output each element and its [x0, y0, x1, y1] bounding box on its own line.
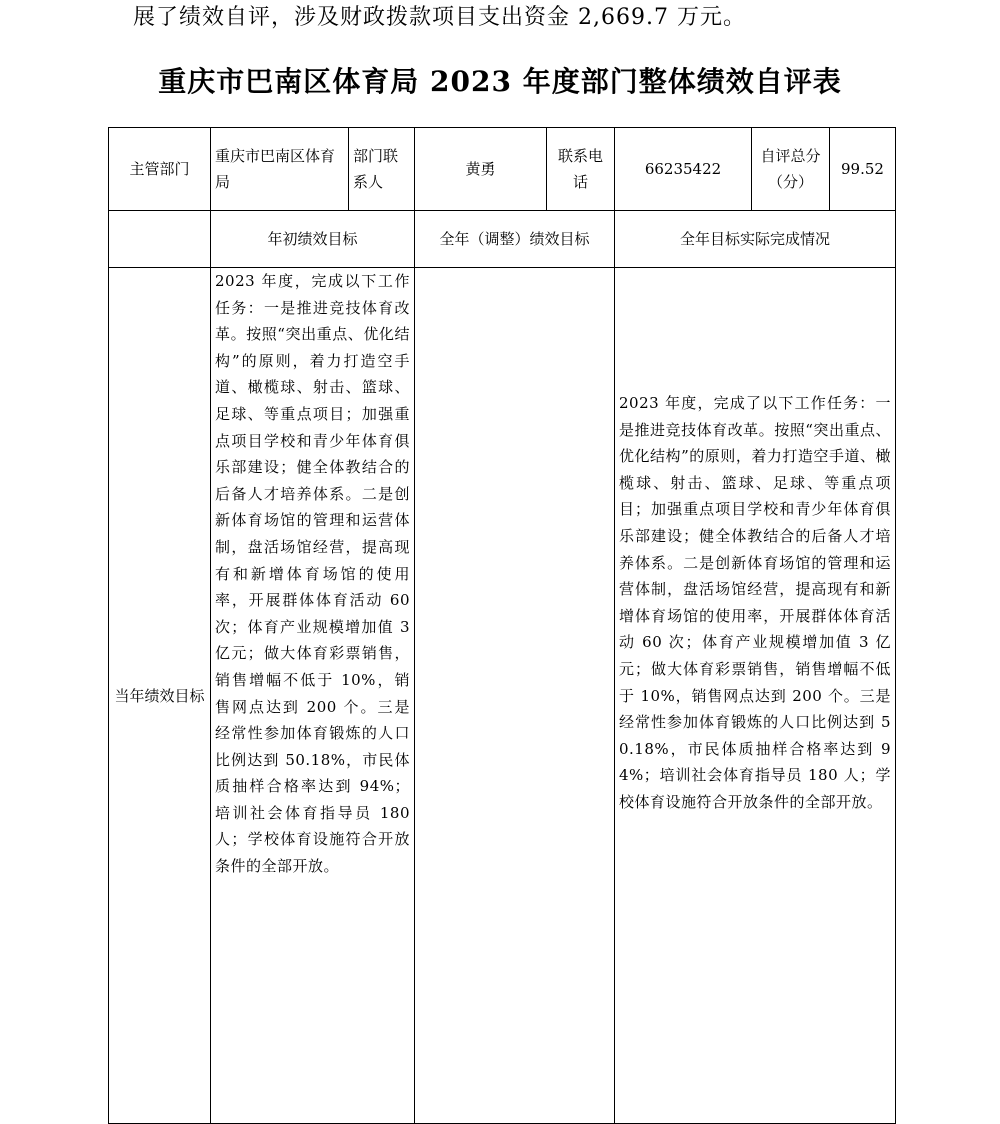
dept-label: 主管部门	[109, 128, 211, 211]
col-initial-target: 年初绩效目标	[211, 211, 415, 268]
actual-completion-text: 2023 年度，完成了以下工作任务：一是推进竞技体育改革。按照“突出重点、优化结构”的原则，着力打造空手道、橄榄球、射击、篮球、足球、等重点项目；加强重点项目学校和青少年体育俱乐部建设；健全体教结合的后备人才培养体系。二是创新体育场馆的管理和运营体制，盘活场馆经营，提高现有和新增体育场馆的使用率，开展群体体育活动 60 次；体育产业规模增加值 3 亿元；做大体育彩票销售，销售增幅不低于 10%，销售网点达到 200 个。三是经常性参加体育锻炼的人口比例达到 50.18%，市民体质抽样合格率达到 94%；培训社会体育指导员 180 人；学校体育设施符合开放条件的全部开放。	[619, 394, 891, 811]
phone-label: 联系电话	[547, 128, 615, 211]
header-info-row	[109, 128, 896, 211]
contact-person-value: 黄勇	[415, 128, 547, 211]
initial-target-text: 2023 年度，完成以下工作任务：一是推进竞技体育改革。按照“突出重点、优化结构”的原则，着力打造空手道、橄榄球、射击、篮球、足球、等重点项目；加强重点项目学校和青少年体育俱乐部建设；健全体教结合的后备人才培养体系。二是创新体育场馆的管理和运营体制，盘活场馆经营，提高现有和新增体育场馆的使用率，开展群体体育活动 60 次；体育产业规模增加值 3 亿元；做大体育彩票销售，销售增幅不低于 10%，销售网点达到 200 个。三是经常性参加体育锻炼的人口比例达到 50.18%，市民体质抽样合格率达到 94%；培训社会体育指导员 180 人；学校体育设施符合开放条件的全部开放。	[215, 272, 410, 876]
intro-line: 展了绩效自评，涉及财政拨款项目支出资金 2,669.7 万元。	[133, 5, 746, 30]
phone-value: 66235422	[615, 128, 752, 211]
score-label: 自评总分（分）	[752, 128, 830, 211]
score-value: 99.52	[830, 128, 896, 211]
empty-corner-cell	[109, 211, 211, 268]
row-label-annual-target: 当年绩效目标	[109, 268, 211, 1124]
target-row	[109, 268, 896, 1124]
col-adjusted-target: 全年（调整）绩效目标	[415, 211, 615, 268]
column-header-row	[109, 211, 896, 268]
col-actual-completion: 全年目标实际完成情况	[615, 211, 896, 268]
performance-evaluation-table	[108, 127, 896, 1124]
actual-completion-cell	[615, 268, 896, 1124]
document-title: 重庆市巴南区体育局 2023 年度部门整体绩效自评表	[158, 65, 842, 98]
dept-value: 重庆市巴南区体育局	[211, 128, 349, 211]
initial-target-cell	[211, 268, 415, 1124]
contact-person-label: 部门联系人	[349, 128, 415, 211]
adjusted-target-cell	[415, 268, 615, 1124]
